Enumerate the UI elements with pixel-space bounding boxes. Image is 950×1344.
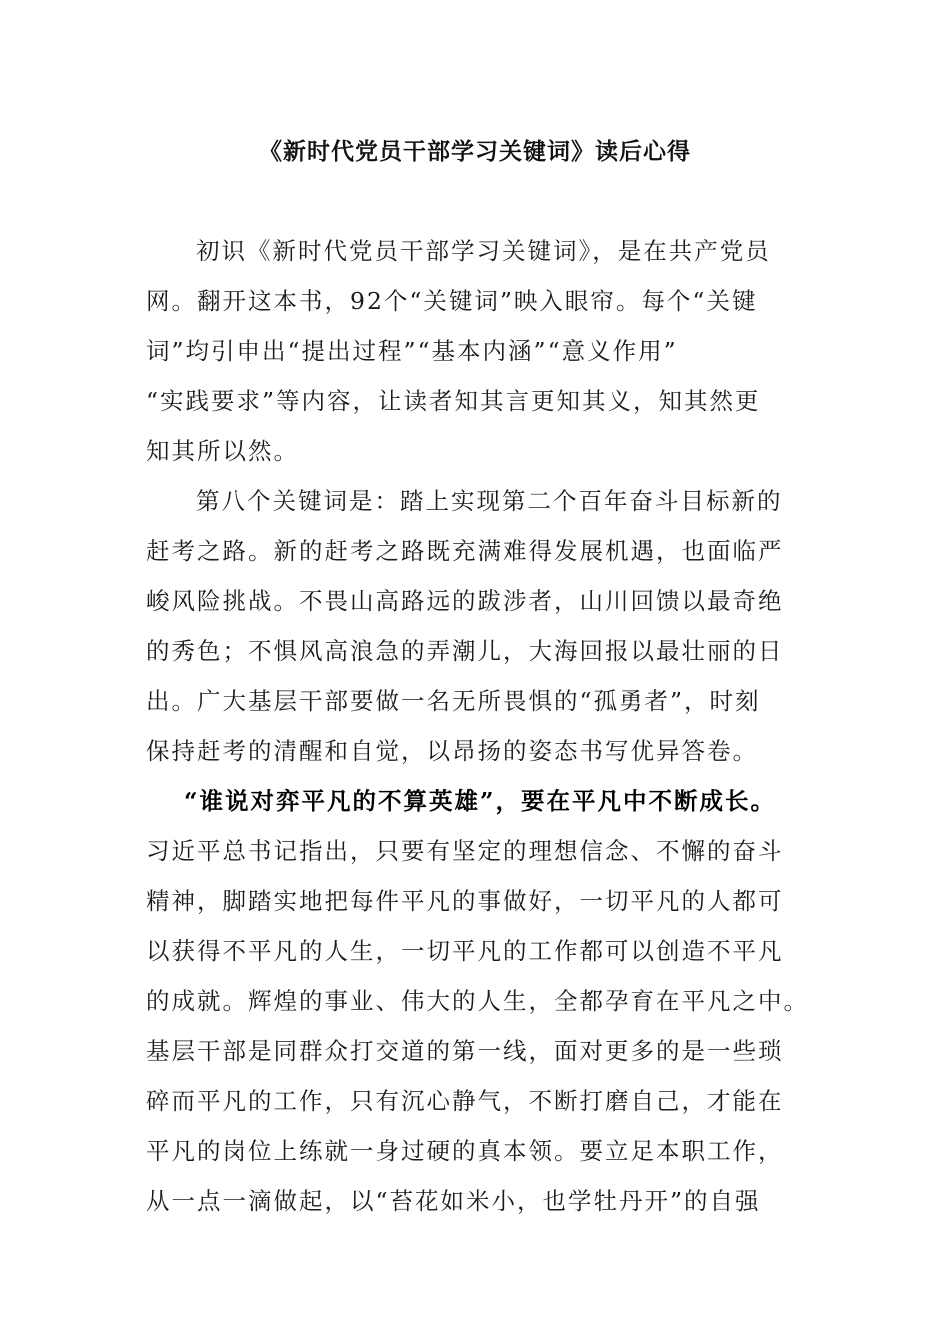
section-heading: “谁说对弈平凡的不算英雄”，要在平凡中不断成长。 [184, 787, 777, 815]
paragraph-line: 出。广大基层干部要做一名无所畏惧的“孤勇者”，时刻 [146, 687, 761, 715]
paragraph-line: 第八个关键词是：踏上实现第二个百年奋斗目标新的 [196, 487, 783, 515]
paragraph-line: 碎而平凡的工作，只有沉心静气，不断打磨自己，才能在 [146, 1087, 784, 1115]
paragraph-line: 赶考之路。新的赶考之路既充满难得发展机遇，也面临严 [146, 537, 784, 565]
paragraph-line: 从一点一滴做起，以“苔花如米小，也学牡丹开”的自强 [146, 1187, 761, 1215]
paragraph-line: 的成就。辉煌的事业、伟大的人生，全都孕育在平凡之中。 [146, 987, 809, 1015]
paragraph-line: 基层干部是同群众打交道的第一线，面对更多的是一些琐 [146, 1037, 784, 1065]
paragraph-line: 初识《新时代党员干部学习关键词》，是在共产党员 [196, 237, 771, 265]
paragraph-line: 知其所以然。 [146, 437, 299, 465]
paragraph-line: 词”均引申出“提出过程”“基本内涵”“意义作用” [146, 337, 678, 365]
paragraph-line: 以获得不平凡的人生，一切平凡的工作都可以创造不平凡 [146, 937, 784, 965]
document-title: 《新时代党员干部学习关键词》读后心得 [259, 138, 691, 165]
paragraph-line: “实践要求”等内容，让读者知其言更知其义，知其然更 [146, 387, 761, 415]
paragraph-line: 习近平总书记指出，只要有坚定的理想信念、不懈的奋斗 [146, 837, 784, 865]
paragraph-line: 网。翻开这本书，92个“关键词”映入眼帘。每个“关键 [146, 287, 758, 315]
paragraph-line: 精神，脚踏实地把每件平凡的事做好，一切平凡的人都可 [146, 887, 784, 915]
paragraph-line: 的秀色；不惧风高浪急的弄潮儿，大海回报以最壮丽的日 [146, 637, 784, 665]
paragraph-line: 峻风险挑战。不畏山高路远的跋涉者，山川回馈以最奇绝 [146, 587, 784, 615]
paragraph-line: 保持赶考的清醒和自觉，以昂扬的姿态书写优异答卷。 [146, 737, 758, 765]
paragraph-line: 平凡的岗位上练就一身过硬的真本领。要立足本职工作， [146, 1137, 784, 1165]
